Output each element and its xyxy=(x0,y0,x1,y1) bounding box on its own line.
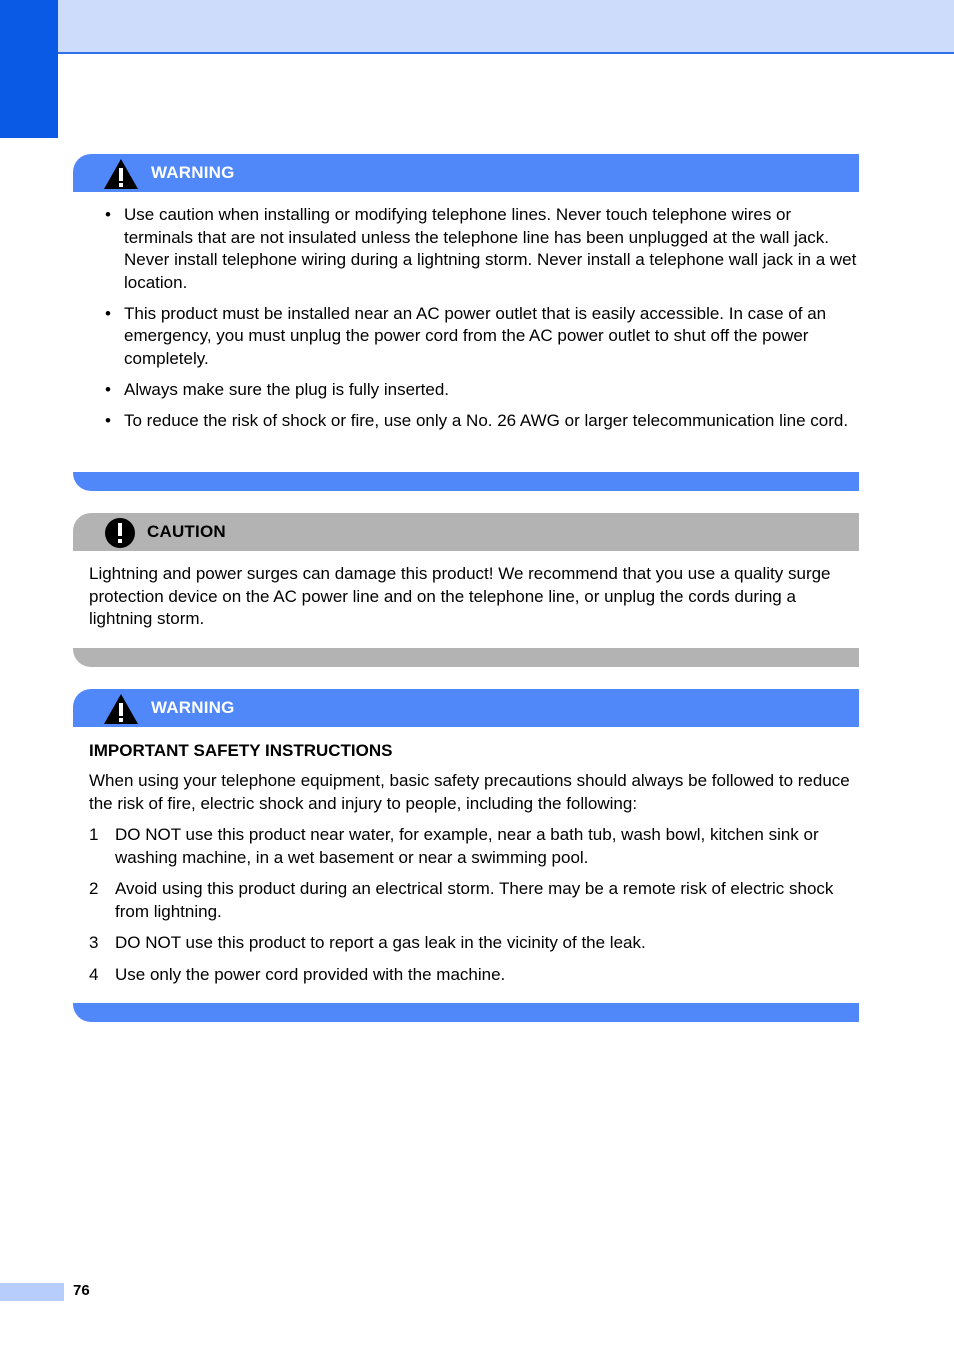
warning-triangle-icon xyxy=(103,693,139,725)
safety-list xyxy=(89,824,859,995)
list-item: 4 Use only the power cord provided with the machine. xyxy=(89,964,506,984)
list-item: • Always make sure the plug is fully inserted. xyxy=(105,379,450,399)
header-band xyxy=(0,0,954,54)
list-item: • This product must be installed near an AC power outlet that is easily accessible. In case of an emergency, you must unplug the power cord from the AC power outlet to shut off the power completely. xyxy=(105,303,827,368)
list-item: • Use caution when installing or modifying telephone lines. Never touch telephone wires or terminals that are not insulated unless the telephone line has been unplugged at the wall jack. Never install telephone wiring during a lightning storm. Never install a telephone wall jack in a wet location. xyxy=(105,205,857,292)
safety-heading: IMPORTANT SAFETY INSTRUCTIONS xyxy=(89,741,393,760)
safety-intro: When using your telephone equipment, basic safety precautions should always be followed to reduce the risk of fire, electric shock and injury to people, including the following: xyxy=(89,771,850,813)
caution-header xyxy=(73,513,859,551)
caution-footer xyxy=(73,648,859,667)
warning-triangle-icon xyxy=(103,158,139,190)
list-item: • To reduce the risk of shock or fire, use only a No. 26 AWG or larger telecommunication line cord. xyxy=(105,410,849,430)
warning-header xyxy=(73,689,859,727)
list-item: 2 Avoid using this product during an electrical storm. There may be a remote risk of electric shock from lightning. xyxy=(89,879,834,921)
warning-header xyxy=(73,154,859,192)
warning-body xyxy=(98,204,858,441)
warning-title: WARNING xyxy=(151,698,235,717)
warning-footer xyxy=(73,472,859,491)
page-tab xyxy=(0,1283,64,1301)
list-item: 3 DO NOT use this product to report a gas leak in the vicinity of the leak. xyxy=(89,933,646,952)
exclamation-circle-icon xyxy=(103,517,139,549)
warning-title: WARNING xyxy=(151,163,235,182)
caution-title: CAUTION xyxy=(147,522,226,541)
list-item: 1 DO NOT use this product near water, for example, near a bath tub, wash bowl, kitchen sink or washing machine, in a wet basement or near a swimming pool. xyxy=(89,825,819,867)
chapter-tab xyxy=(0,0,58,138)
page-number: 76 xyxy=(73,1282,90,1299)
warning-footer xyxy=(73,1003,859,1022)
caution-body: Lightning and power surges can damage this product! We recommend that you use a quality surge protection device on the AC power line and on the telephone line, or unplug the cords during a lightning storm. xyxy=(89,564,831,628)
